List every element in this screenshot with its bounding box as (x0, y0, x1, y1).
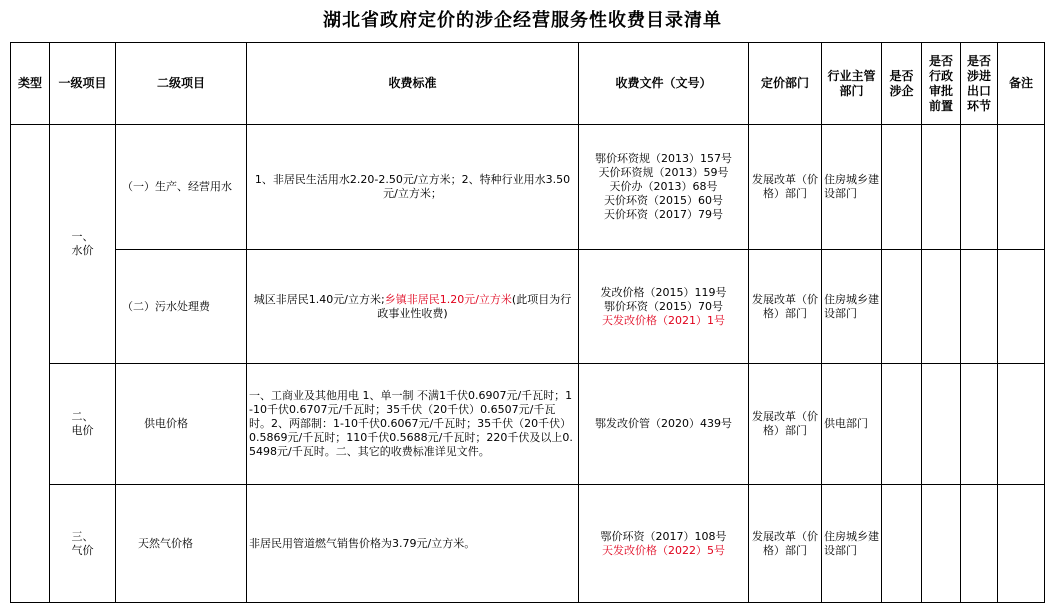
document-cell (579, 125, 749, 250)
type-cell (11, 125, 50, 603)
table-row (11, 125, 1045, 250)
category-name: 电价 (71, 424, 94, 437)
header-industry-dept: 行业主管部门 (822, 43, 882, 125)
remarks-cell (998, 364, 1045, 485)
admin-approval-cell (922, 485, 961, 603)
category-name: 水价 (71, 244, 94, 257)
header-import-export: 是否涉进出口环节 (961, 43, 998, 125)
admin-approval-cell (922, 125, 961, 250)
standard-cell (247, 125, 579, 250)
table-row (11, 364, 1045, 485)
table-row (11, 250, 1045, 364)
level1-cell (50, 485, 116, 603)
document-number: 天价环资（2015）60号 (604, 194, 723, 207)
page-title: 湖北省政府定价的涉企经营服务性收费目录清单 (323, 10, 722, 31)
level2-cell: （二）污水处理费 (116, 250, 247, 364)
category-number: 二、 (71, 410, 94, 423)
level1-cell (50, 364, 116, 485)
import-export-cell (961, 364, 998, 485)
admin-approval-cell (922, 250, 961, 364)
standard-cell (247, 250, 579, 364)
level1-cell (50, 125, 116, 364)
document-number-highlight: 天发改价格（2022）5号 (602, 543, 725, 557)
document-number-highlight: 天发改价格（2021）1号 (602, 313, 725, 327)
industry-dept-cell: 住房城乡建设部门 (822, 250, 882, 364)
standard-text: 1、非居民生活用水2.20-2.50元/立方米；2、特种行业用水3.50元/立方米； (254, 173, 571, 200)
enterprise-cell (882, 364, 922, 485)
category-name: 气价 (71, 543, 94, 557)
pricing-dept-cell: 发展改革（价格）部门 (749, 125, 822, 250)
document-number: 发改价格（2015）119号 (600, 285, 727, 299)
header-document: 收费文件（文号） (579, 43, 749, 125)
standard-text: 非居民用管道燃气销售价格为3.79元/立方米。 (249, 536, 476, 550)
pricing-dept-cell: 发展改革（价格）部门 (749, 364, 822, 485)
standard-cell (247, 364, 579, 485)
fee-catalog-table (10, 42, 1045, 603)
pricing-dept-cell: 发展改革（价格）部门 (749, 485, 822, 603)
level2-cell: （一）生产、经营用水 (116, 125, 247, 250)
industry-dept-cell: 住房城乡建设部门 (822, 125, 882, 250)
category-number: 一、 (71, 230, 94, 243)
standard-cell (247, 485, 579, 603)
document-cell (579, 485, 749, 603)
table-row (11, 485, 1045, 603)
import-export-cell (961, 485, 998, 603)
document-number: 天价办（2013）68号 (609, 180, 718, 193)
import-export-cell (961, 250, 998, 364)
header-pricing-dept: 定价部门 (749, 43, 822, 125)
document-number: 天价环资（2017）79号 (604, 208, 723, 221)
remarks-cell (998, 250, 1045, 364)
enterprise-cell (882, 250, 922, 364)
header-level1: 一级项目 (50, 43, 116, 125)
document-number: 鄂价环资（2017）108号 (600, 529, 727, 543)
header-type: 类型 (11, 43, 50, 125)
enterprise-cell (882, 485, 922, 603)
document-cell (579, 250, 749, 364)
remarks-cell (998, 125, 1045, 250)
enterprise-cell (882, 125, 922, 250)
level2-cell: 天然气价格 (116, 485, 247, 603)
header-admin-approval: 是否行政审批前置 (922, 43, 961, 125)
header-remarks: 备注 (998, 43, 1045, 125)
pricing-dept-cell: 发展改革（价格）部门 (749, 250, 822, 364)
document-cell (579, 364, 749, 485)
header-level2: 二级项目 (116, 43, 247, 125)
industry-dept-cell: 住房城乡建设部门 (822, 485, 882, 603)
table-body (11, 125, 1045, 603)
header-enterprise: 是否涉企 (882, 43, 922, 125)
standard-text: (此项目为行政事业性收费) (377, 292, 572, 320)
standard-text: 一、工商业及其他用电 1、单一制 不满1千伏0.6907元/千瓦时；1-10千伏0.6707元/千瓦时；35千伏（20千伏）0.6507元/千瓦时。2、两部制：1-10千伏0.6067元/千瓦时；35千伏（20千伏）0.5869元/千瓦时；110千伏0.5688元/千瓦时；220千伏及以上0.5498元/千瓦时。二、其它的收费标准详见文件。 (249, 389, 573, 458)
admin-approval-cell (922, 364, 961, 485)
header-row (11, 43, 1045, 125)
category-number: 三、 (71, 529, 94, 543)
standard-text-highlight: 乡镇非居民1.20元/立方米 (384, 292, 512, 306)
import-export-cell (961, 125, 998, 250)
remarks-cell (998, 485, 1045, 603)
document-number: 天价环资规（2013）59号 (598, 166, 729, 179)
document-number: 鄂价环资（2015）70号 (604, 299, 723, 313)
standard-text: 城区非居民1.40元/立方米; (253, 292, 385, 306)
industry-dept-cell: 供电部门 (822, 364, 882, 485)
level2-cell: 供电价格 (116, 364, 247, 485)
document-number: 鄂发改价管（2020）439号 (595, 417, 732, 430)
document-number: 鄂价环资规（2013）157号 (595, 152, 732, 165)
header-standard: 收费标准 (247, 43, 579, 125)
